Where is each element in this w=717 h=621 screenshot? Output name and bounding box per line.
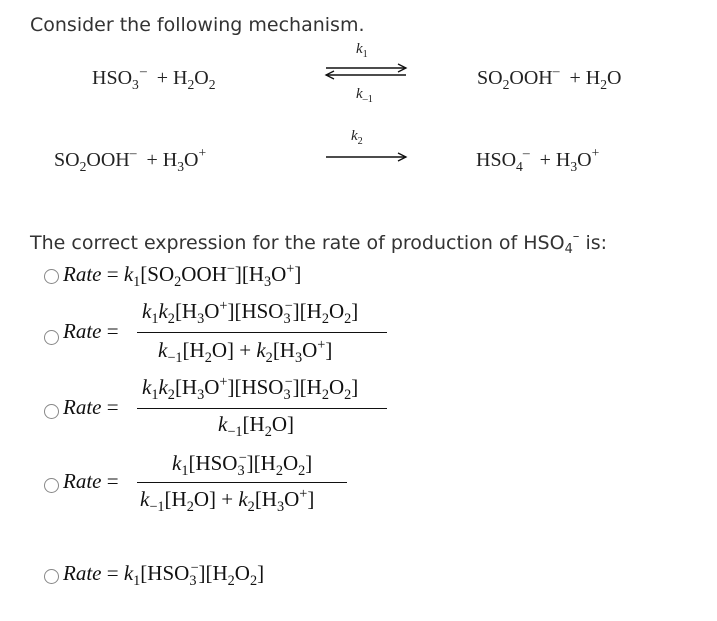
option-d-fraction-bar [137, 482, 347, 483]
equilibrium-arrows-icon [320, 58, 412, 88]
option-e-radio[interactable] [44, 569, 59, 584]
option-c-fraction-bar [137, 408, 387, 409]
question-prompt: Consider the following mechanism. [30, 14, 365, 36]
option-b-numerator: $k_1k_2[H_3O^+][HSO_3^-][H_2O_2]$ [142, 298, 359, 328]
option-d-numerator: $k_1[HSO_3^-][H_2O_2]$ [172, 450, 313, 480]
option-a-radio[interactable] [44, 269, 59, 284]
option-c-numerator: $k_1k_2[H_3O^+][HSO_3^-][H_2O_2]$ [142, 374, 359, 404]
option-d-lhs: Rate = [63, 469, 119, 493]
step2-reactants: $SO_2OOH^- + H_3O^+$ [54, 145, 207, 174]
step1-k-forward: $k_1$ [356, 41, 368, 60]
step2-k-forward: $k_2$ [351, 128, 363, 147]
step1-reactants: $HSO_3$ $^- + H_2O_2$ [92, 63, 216, 92]
option-b-fraction-bar [137, 332, 387, 333]
option-d-denominator: $k_{-1}[H_2O] + k_2[H_3O^+]$ [140, 486, 315, 516]
rate-prompt: The correct expression for the rate of production of $HSO_4^-$ is: [30, 229, 608, 257]
option-a-expression: Rate = $k_1[SO_2OOH^-][H_3O^+]$ [63, 261, 302, 291]
option-c-denominator: $k_{-1}[H_2O]$ [218, 412, 294, 441]
step1-k-reverse: $k_{-1}$ [356, 86, 373, 105]
option-c-lhs: Rate = [63, 395, 119, 419]
option-e-expression: Rate = $k_1[HSO_3^-][H_2O_2]$ [63, 560, 265, 590]
option-d-radio[interactable] [44, 478, 59, 493]
option-c-radio[interactable] [44, 404, 59, 419]
option-b-lhs: Rate = [63, 319, 119, 343]
option-b-denominator: $k_{-1}[H_2O] + k_2[H_3O^+]$ [158, 337, 333, 367]
forward-arrow-icon [320, 147, 412, 167]
step1-products: $SO_2OOH^- + H_2O$ [477, 63, 622, 92]
option-b-radio[interactable] [44, 330, 59, 345]
step2-products: $HSO_4^- + H_3O^+$ [476, 145, 600, 174]
